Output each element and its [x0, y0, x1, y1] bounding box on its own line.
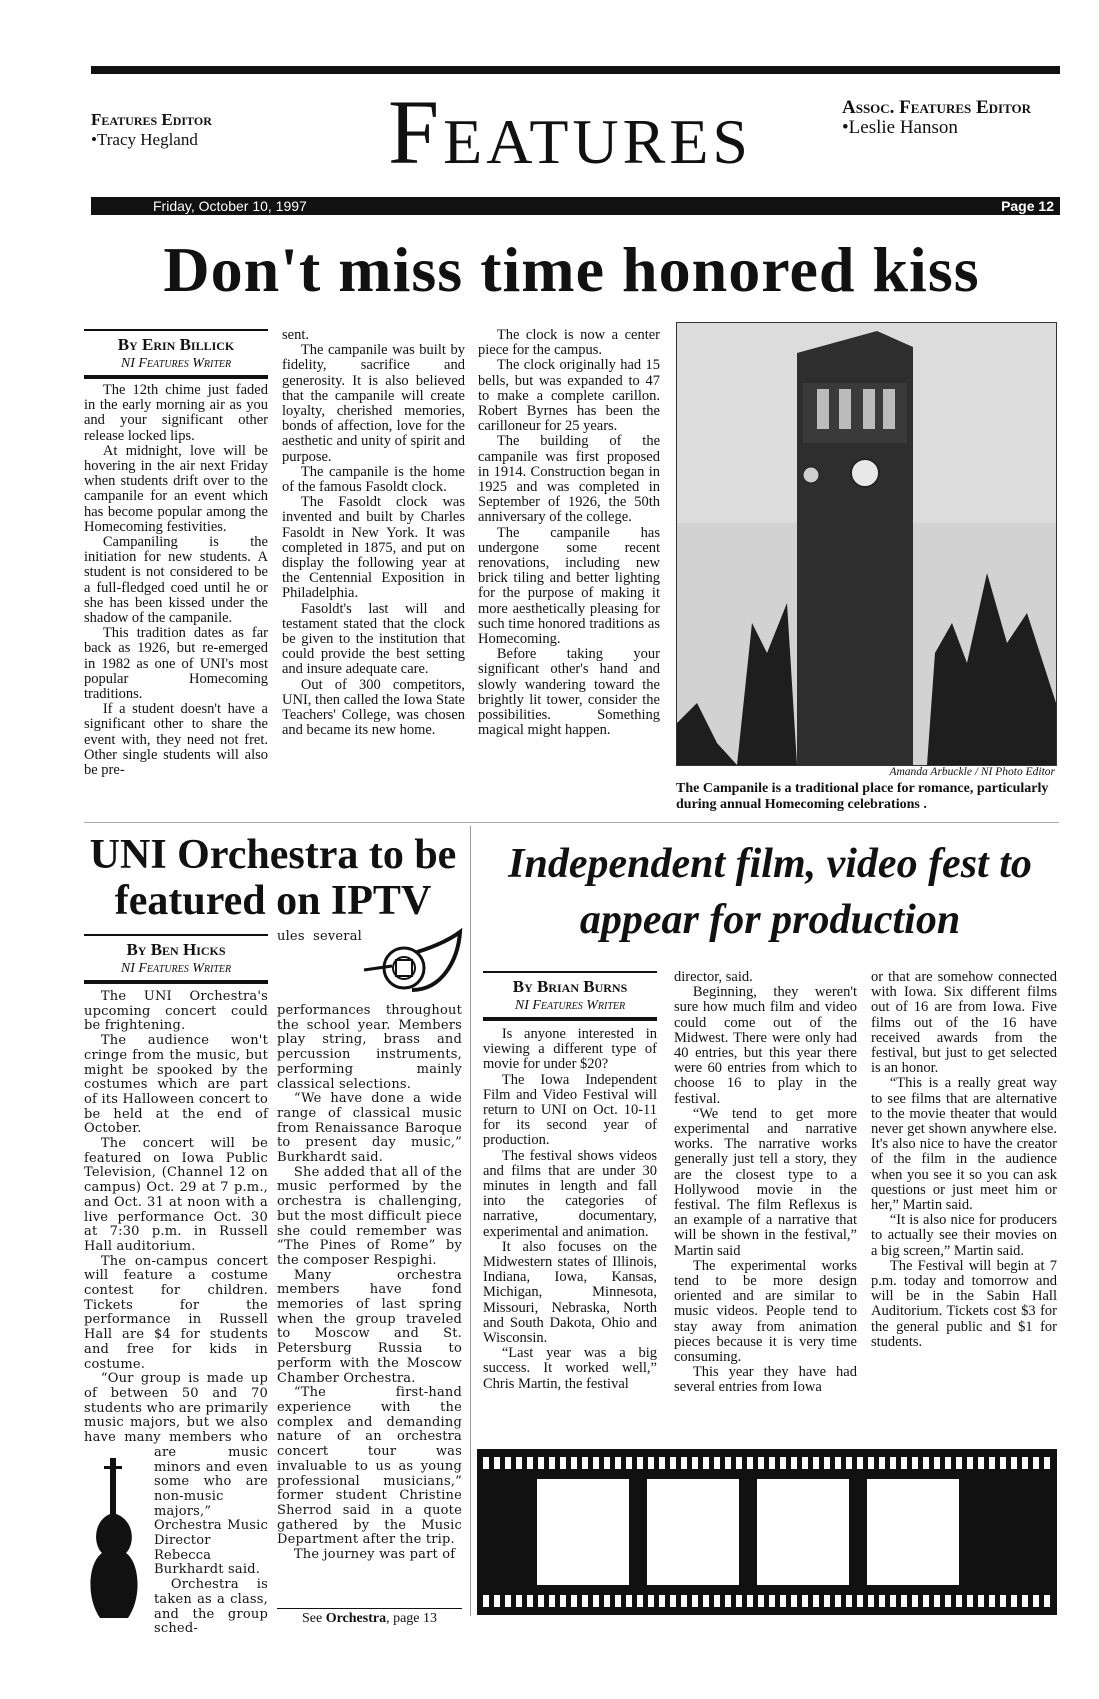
- sprocket-hole: [1022, 1457, 1028, 1469]
- assoc-features-editor: [842, 98, 1031, 138]
- sprocket-hole: [538, 1457, 544, 1469]
- sprocket-hole: [1044, 1595, 1050, 1607]
- masthead-rule: [91, 66, 1060, 74]
- sprocket-hole: [857, 1595, 863, 1607]
- sprocket-hole: [835, 1595, 841, 1607]
- sprocket-hole: [945, 1457, 951, 1469]
- sprocket-hole: [912, 1457, 918, 1469]
- kiss-column-3: [478, 328, 660, 813]
- paragraph: The campanile has undergone some recent renovations, including new brick tiling and better lighting for the purpose of making it more aesthetically pleasing for such time honored traditions as Homecoming.: [478, 524, 660, 648]
- paragraph: “We tend to get more experimental and narrative works. The narrative works generally just tell a story, they are the closest type to a Hollywood movie in the festival. The film Reflexus is an example of a narrative that will be shown in the festival,” Martin said: [674, 1105, 857, 1259]
- sprocket-hole: [846, 1595, 852, 1607]
- paragraph: The Iowa Independent Film and Video Festival will return to UNI on Oct. 10-11 for its second year of production.: [483, 1071, 657, 1149]
- paragraph: sent.: [282, 327, 309, 343]
- sprocket-hole: [571, 1457, 577, 1469]
- paragraph: She added that all of the music performed by the orchestra is challenging, but the most difficult piece she could remember was “The Pines of Rome” by the composer Respighi.: [277, 1164, 462, 1268]
- sprocket-hole: [516, 1595, 522, 1607]
- sprocket-hole: [758, 1457, 764, 1469]
- sprocket-hole: [758, 1595, 764, 1607]
- sprocket-hole: [791, 1595, 797, 1607]
- jump-target: Orchestra: [325, 1611, 387, 1626]
- paragraph: It also focuses on the Midwestern states of Illinois, Indiana, Iowa, Kansas, Michigan, Minnesota, Missouri, Nebraska, North and South Dakota, Ohio and Wisconsin.: [483, 1238, 657, 1347]
- film-byline: [483, 971, 657, 1021]
- editor-name: •Tracy Hegland: [91, 130, 198, 149]
- sprocket-hole: [692, 1595, 698, 1607]
- sprocket-hole: [626, 1457, 632, 1469]
- sprocket-hole: [483, 1457, 489, 1469]
- sprocket-hole: [604, 1457, 610, 1469]
- sprocket-hole: [714, 1457, 720, 1469]
- sprocket-hole: [956, 1457, 962, 1469]
- sprocket-hole: [1022, 1595, 1028, 1607]
- sprocket-hole: [1011, 1595, 1017, 1607]
- photo-credit: Amanda Arbuckle / NI Photo Editor: [889, 766, 1055, 778]
- paragraph: The festival shows videos and films that are under 30 minutes in length and fall into the categories of narrative, documentary, experimental and animation.: [483, 1147, 657, 1240]
- film-frame: [537, 1479, 629, 1585]
- kiss-byline: [84, 329, 268, 379]
- sprocket-hole: [725, 1595, 731, 1607]
- sprocket-hole: [582, 1595, 588, 1607]
- paragraph: “The first-hand experience with the complex and demanding nature of an orchestra concert tour was invaluable to us as young professional musicians,” former student Christine Sherrod said in a quote gathered by the Music Department after the trip.: [277, 1385, 462, 1548]
- sprocket-hole: [802, 1457, 808, 1469]
- sprocket-hole: [890, 1457, 896, 1469]
- sprocket-hole: [901, 1457, 907, 1469]
- sprocket-hole: [637, 1595, 643, 1607]
- assoc-name: •Leslie Hanson: [842, 117, 958, 138]
- byline-title: NI Features Writer: [514, 998, 626, 1013]
- sprocket-hole: [703, 1457, 709, 1469]
- byline-title: NI Features Writer: [120, 356, 232, 371]
- paragraph: The building of the campanile was first proposed in 1914. Construction began in 1925 and was completed in September of 1926, the 50th anniversary of the college.: [478, 433, 660, 526]
- kiss-headline: Don't miss time honored kiss: [163, 234, 980, 305]
- sprocket-hole: [593, 1457, 599, 1469]
- film-headline: Independent film, video fest to appear for production: [508, 841, 1032, 943]
- paragraph: Beginning, they weren't sure how much film and video could come out of the Midwest. There were only had 40 entries, but this year there were 60 entries from which to choose 16 to play in the festival.: [674, 984, 857, 1107]
- sprocket-hole: [571, 1595, 577, 1607]
- page-number: Page 12: [1001, 198, 1054, 214]
- sprocket-hole: [967, 1457, 973, 1469]
- paragraph: Fasoldt's last will and testament stated that the clock be given to the institution that could provide the best setting and insure adequate care.: [282, 600, 465, 678]
- section-title: Features: [387, 81, 753, 183]
- sprocket-hole: [1044, 1457, 1050, 1469]
- sprocket-hole: [890, 1595, 896, 1607]
- sprocket-hole: [934, 1457, 940, 1469]
- column-divider: [470, 826, 471, 1616]
- paragraph: The on-campus concert will feature a costume contest for children. Tickets for the performance in Russell Hall are $4 for students and free for kids in costume.: [84, 1253, 268, 1372]
- sprocket-hole: [538, 1595, 544, 1607]
- sprocket-hole: [956, 1595, 962, 1607]
- sprocket-hole: [725, 1457, 731, 1469]
- paragraph: Many orchestra members have fond memories of last spring when the group traveled to Moscow and St. Petersburg Russia to perform with the Moscow Chamber Orchestra.: [277, 1267, 462, 1386]
- assoc-role: Assoc. Features Editor: [842, 97, 1032, 118]
- paragraph: The journey was part of: [293, 1547, 456, 1563]
- film-strip-icon: [477, 1449, 1057, 1615]
- paragraph: If a student doesn't have a significant other to share the event with, they need not fret. Other single students will also be pre-: [84, 701, 268, 779]
- sprocket-hole: [670, 1457, 676, 1469]
- sprocket-hole: [681, 1595, 687, 1607]
- paragraph: This year they have had several entries from Iowa: [674, 1364, 857, 1396]
- photo-caption: The Campanile is a traditional place for romance, particularly during annual Homecoming celebrations .: [676, 781, 1049, 812]
- sprocket-hole: [945, 1595, 951, 1607]
- sprocket-hole: [648, 1457, 654, 1469]
- sprocket-hole: [824, 1457, 830, 1469]
- sprocket-hole: [989, 1595, 995, 1607]
- paragraph: Campaniling is the initiation for new students. A student is not considered to be a full-fledged coed until he or she has been kissed under the shadow of the campanile.: [84, 534, 268, 627]
- byline-name: By Ben Hicks: [126, 940, 226, 959]
- paragraph: The campanile is the home of the famous Fasoldt clock.: [282, 463, 465, 496]
- french-horn-icon: [362, 930, 462, 1004]
- sprocket-hole: [615, 1457, 621, 1469]
- sprocket-hole: [813, 1457, 819, 1469]
- sprocket-hole: [791, 1457, 797, 1469]
- sprocket-hole: [901, 1595, 907, 1607]
- sprocket-hole: [1011, 1457, 1017, 1469]
- sprocket-hole: [483, 1595, 489, 1607]
- sprocket-hole: [505, 1595, 511, 1607]
- orchestra-byline: [84, 934, 268, 984]
- paragraph: The audience won't cringe from the music, but might be spooked by the costumes which are part of its Halloween concert to be held at the end of October.: [84, 1033, 268, 1137]
- sprocket-hole: [648, 1595, 654, 1607]
- paragraph: This tradition dates as far back as 1926, but re-emerged in 1982 as one of UNI's most popular Homecoming traditions.: [84, 625, 268, 703]
- sprocket-hole: [670, 1595, 676, 1607]
- sprocket-hole: [857, 1457, 863, 1469]
- editor-role: Features Editor: [91, 110, 212, 129]
- sprocket-hole: [659, 1457, 665, 1469]
- sprocket-hole: [494, 1595, 500, 1607]
- sprocket-hole: [802, 1595, 808, 1607]
- sprocket-hole: [626, 1595, 632, 1607]
- sprocket-hole: [637, 1457, 643, 1469]
- film-frame: [647, 1479, 739, 1585]
- sprocket-hole: [923, 1595, 929, 1607]
- sprocket-hole: [736, 1595, 742, 1607]
- paragraph: Is anyone interested in viewing a different type of movie for under $20?: [483, 1026, 657, 1073]
- sprocket-hole: [1000, 1595, 1006, 1607]
- sprocket-hole: [912, 1595, 918, 1607]
- sprocket-hole: [615, 1595, 621, 1607]
- paragraph: The concert will be featured on Iowa Public Television, (Channel 12 on campus) Oct. 29 at 7 p.m., and Oct. 31 at noon with a live performance Oct. 30 at 7:30 p.m. in Russell Hall auditorium.: [84, 1136, 268, 1254]
- jump-prefix: See: [301, 1611, 323, 1626]
- sprocket-hole: [1033, 1595, 1039, 1607]
- byline-name: By Erin Billick: [117, 335, 235, 354]
- kiss-column-1: [84, 383, 268, 813]
- orchestra-column-1: [84, 989, 268, 1637]
- sprocket-hole: [813, 1595, 819, 1607]
- sprocket-hole: [714, 1595, 720, 1607]
- orchestra-column-2: [277, 930, 462, 1604]
- sprocket-hole: [780, 1457, 786, 1469]
- sprocket-hole: [967, 1595, 973, 1607]
- byline-name: By Brian Burns: [512, 977, 628, 996]
- issue-date: Friday, October 10, 1997: [153, 198, 307, 214]
- sprocket-hole: [747, 1457, 753, 1469]
- sprocket-hole: [989, 1457, 995, 1469]
- violin-icon: [84, 1458, 154, 1623]
- paragraph: The experimental works tend to be more design oriented and are similar to music videos. People tend to stay away from animation pieces because it is very time consuming.: [674, 1257, 857, 1366]
- jump-reference[interactable]: [277, 1608, 462, 1627]
- sprocket-hole: [769, 1595, 775, 1607]
- features-editor: [91, 110, 212, 150]
- sprocket-hole: [934, 1595, 940, 1607]
- sprocket-hole: [846, 1457, 852, 1469]
- paragraph: ules several performances throughout the school year. Members play string, brass and percussion instruments, performing mainly classical selections.: [277, 929, 462, 1092]
- sprocket-hole: [747, 1595, 753, 1607]
- sprocket-hole: [868, 1595, 874, 1607]
- sprocket-hole: [824, 1595, 830, 1607]
- film-frame: [757, 1479, 849, 1585]
- paragraph: The clock is now a center piece for the campus.: [478, 327, 660, 359]
- paragraph: “Our group is made up of between 50 and 70 students who are primarily music majors, but we also have many members who are music minors and even some who are non-music majors,” Orchestra Music Director Rebecca Burkhardt said.: [84, 1371, 268, 1578]
- sprocket-hole: [549, 1595, 555, 1607]
- paragraph: The Fasoldt clock was invented and built by Charles Fasoldt in New York. It was completed in 1875, and put on display the following year at the Centennial Exposition in Philadelphia.: [282, 494, 465, 602]
- paragraph: “Last year was a big success. It worked well,” Chris Martin, the festival: [483, 1345, 657, 1392]
- paragraph: Orchestra is taken as a class, and the group sched-: [154, 1577, 268, 1637]
- sprocket-hole: [978, 1457, 984, 1469]
- sprocket-hole: [703, 1595, 709, 1607]
- sprocket-hole: [769, 1457, 775, 1469]
- sprocket-hole: [516, 1457, 522, 1469]
- paragraph: Before taking your significant other's hand and slowly wandering toward the brightly lit tower, consider the possibilities. Something magical might happen.: [478, 646, 660, 739]
- sprocket-hole: [736, 1457, 742, 1469]
- byline-title: NI Features Writer: [120, 961, 232, 976]
- sprocket-hole: [692, 1457, 698, 1469]
- sprocket-hole: [505, 1457, 511, 1469]
- paragraph: The campanile was built by fidelity, sacrifice and generosity. It is also believed that the campanile will create loyalty, cherished memories, bonds of affection, love for the aesthetic and unity of spirit and purpose.: [282, 342, 465, 465]
- sprocket-hole: [560, 1457, 566, 1469]
- paragraph: The clock originally had 15 bells, but was expanded to 47 to make a complete carillon. Robert Byrnes has been the carilloneur for 25 years.: [478, 357, 660, 435]
- film-column-3: [871, 970, 1057, 1426]
- sprocket-hole: [549, 1457, 555, 1469]
- sprocket-hole: [780, 1595, 786, 1607]
- paragraph: The UNI Orchestra's upcoming concert could be frightening.: [84, 989, 268, 1034]
- orchestra-headline: UNI Orchestra to be featured on IPTV: [89, 832, 457, 924]
- kiss-column-2: [282, 328, 465, 813]
- sprocket-hole: [604, 1595, 610, 1607]
- sprocket-hole: [560, 1595, 566, 1607]
- sprocket-hole: [527, 1457, 533, 1469]
- sprocket-hole: [527, 1595, 533, 1607]
- film-column-2: [674, 970, 857, 1426]
- paragraph: “We have done a wide range of classical music from Renaissance Baroque to present day music,” Burkhardt said.: [277, 1091, 462, 1166]
- sprocket-hole: [1000, 1457, 1006, 1469]
- sprocket-hole: [494, 1457, 500, 1469]
- film-frame: [867, 1479, 959, 1585]
- paragraph: director, said.: [674, 969, 753, 985]
- sprocket-hole: [681, 1457, 687, 1469]
- sprocket-hole: [835, 1457, 841, 1469]
- sprocket-hole: [879, 1457, 885, 1469]
- paragraph: The Festival will begin at 7 p.m. today and tomorrow and will be in the Sabin Hall Auditorium. Tickets cost $3 for the general public and $1 for students.: [871, 1257, 1057, 1350]
- paragraph: The 12th chime just faded in the early morning air as you and your significant other release locked lips.: [84, 382, 268, 444]
- sprocket-hole: [978, 1595, 984, 1607]
- jump-page: , page 13: [386, 1611, 438, 1626]
- sprocket-hole: [659, 1595, 665, 1607]
- paragraph: “This is a really great way to see films that are alternative to the movie theater that would never get shown anywhere else. It's also nice to have the creator of the film in the audience when you see it so you can ask questions or just meet him or her,” Martin said.: [871, 1075, 1057, 1214]
- date-bar: [91, 197, 1060, 215]
- sprocket-hole: [868, 1457, 874, 1469]
- sprocket-hole: [879, 1595, 885, 1607]
- paragraph: or that are somehow connected with Iowa. Six different films out of 16 are from Iowa. Five films out of the 16 have received awards from the festival, but just to get selected is an honor.: [871, 969, 1057, 1077]
- sprocket-hole: [593, 1595, 599, 1607]
- film-column-1: [483, 1027, 657, 1426]
- paragraph: “It is also nice for producers to actually see their movies on a big screen,” Martin said.: [871, 1212, 1057, 1259]
- paragraph: Out of 300 competitors, UNI, then called the Iowa State Teachers' College, was chosen and became its new home.: [282, 676, 465, 739]
- sprocket-hole: [923, 1457, 929, 1469]
- campanile-photo: [676, 322, 1057, 766]
- paragraph: At midnight, love will be hovering in the air next Friday when students drift over to the campanile for an event which has become popular among the Homecoming festivities.: [84, 442, 268, 535]
- section-divider: [84, 822, 1059, 823]
- sprocket-hole: [1033, 1457, 1039, 1469]
- sprocket-hole: [582, 1457, 588, 1469]
